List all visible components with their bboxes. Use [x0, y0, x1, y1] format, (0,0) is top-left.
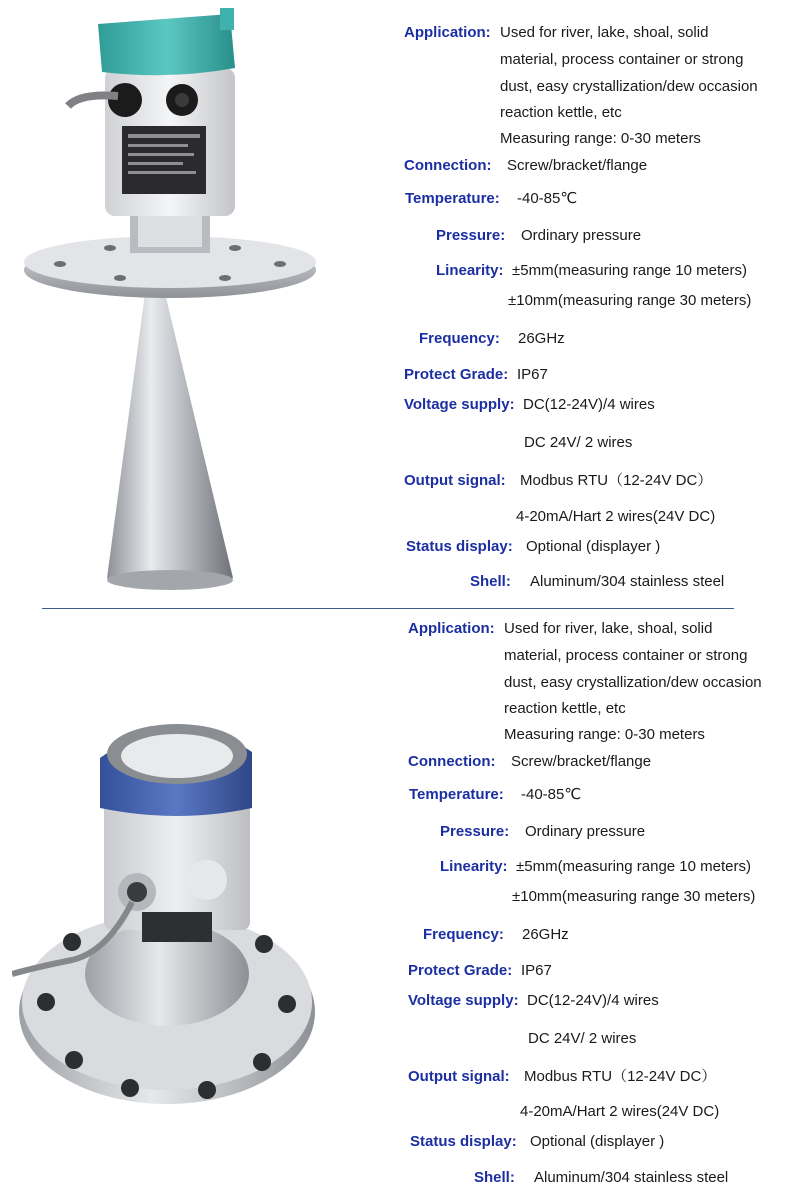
protect-grade-label: Protect Grade:: [408, 962, 513, 979]
connection-value: Screw/bracket/flange: [507, 157, 648, 174]
voltage-supply-label: Voltage supply:: [408, 992, 519, 1009]
output-signal-label: Output signal:: [408, 1068, 510, 1085]
application-line: dust, easy crystallization/dew occasion: [504, 674, 762, 691]
temperature-label: Temperature:: [405, 190, 500, 207]
output-line: 4-20mA/Hart 2 wires(24V DC): [516, 508, 716, 525]
linearity-line: ±10mm(measuring range 30 meters): [512, 888, 756, 905]
application-line: reaction kettle, etc: [504, 700, 626, 717]
frequency-value: 26GHz: [522, 926, 569, 943]
application-label: Application:: [404, 24, 491, 41]
output-line: Modbus RTU（12-24V DC）: [520, 472, 713, 489]
connection-label: Connection:: [408, 753, 496, 770]
frequency-label: Frequency:: [423, 926, 504, 943]
linearity-label: Linearity:: [436, 262, 504, 279]
linearity-line: ±5mm(measuring range 10 meters): [512, 262, 747, 279]
output-line: Modbus RTU（12-24V DC）: [524, 1068, 717, 1085]
linearity-line: ±10mm(measuring range 30 meters): [508, 292, 752, 309]
shell-value: Aluminum/304 stainless steel: [530, 573, 725, 590]
status-display-value: Optional (displayer ): [526, 538, 661, 555]
application-line: material, process container or strong: [504, 647, 748, 664]
pressure-value: Ordinary pressure: [525, 823, 646, 840]
application-line: reaction kettle, etc: [500, 104, 622, 121]
measuring-range-line: Measuring range: 0-30 meters: [504, 726, 705, 743]
application-line: Used for river, lake, shoal, solid: [500, 24, 709, 41]
output-signal-label: Output signal:: [404, 472, 506, 489]
protect-grade-value: IP67: [517, 366, 548, 383]
output-line: 4-20mA/Hart 2 wires(24V DC): [520, 1103, 720, 1120]
pressure-value: Ordinary pressure: [521, 227, 642, 244]
application-line: dust, easy crystallization/dew occasion: [500, 78, 758, 95]
shell-value: Aluminum/304 stainless steel: [534, 1169, 729, 1186]
application-line: material, process container or strong: [500, 51, 744, 68]
voltage-line: DC 24V/ 2 wires: [524, 434, 633, 451]
connection-value: Screw/bracket/flange: [511, 753, 652, 770]
frequency-value: 26GHz: [518, 330, 565, 347]
frequency-label: Frequency:: [419, 330, 500, 347]
status-display-label: Status display:: [410, 1133, 517, 1150]
voltage-line: DC(12-24V)/4 wires: [523, 396, 655, 413]
voltage-line: DC(12-24V)/4 wires: [527, 992, 659, 1009]
shell-label: Shell:: [470, 573, 511, 590]
voltage-supply-label: Voltage supply:: [404, 396, 515, 413]
pressure-label: Pressure:: [440, 823, 510, 840]
voltage-line: DC 24V/ 2 wires: [528, 1030, 637, 1047]
protect-grade-label: Protect Grade:: [404, 366, 509, 383]
linearity-label: Linearity:: [440, 858, 508, 875]
application-line: Used for river, lake, shoal, solid: [504, 620, 713, 637]
status-display-value: Optional (displayer ): [530, 1133, 665, 1150]
status-display-label: Status display:: [406, 538, 513, 555]
temperature-value: -40-85℃: [517, 190, 578, 207]
application-label: Application:: [408, 620, 495, 637]
pressure-label: Pressure:: [436, 227, 506, 244]
protect-grade-value: IP67: [521, 962, 552, 979]
shell-label: Shell:: [474, 1169, 515, 1186]
linearity-line: ±5mm(measuring range 10 meters): [516, 858, 751, 875]
temperature-value: -40-85℃: [521, 786, 582, 803]
measuring-range-line: Measuring range: 0-30 meters: [500, 130, 701, 147]
connection-label: Connection:: [404, 157, 492, 174]
temperature-label: Temperature:: [409, 786, 504, 803]
